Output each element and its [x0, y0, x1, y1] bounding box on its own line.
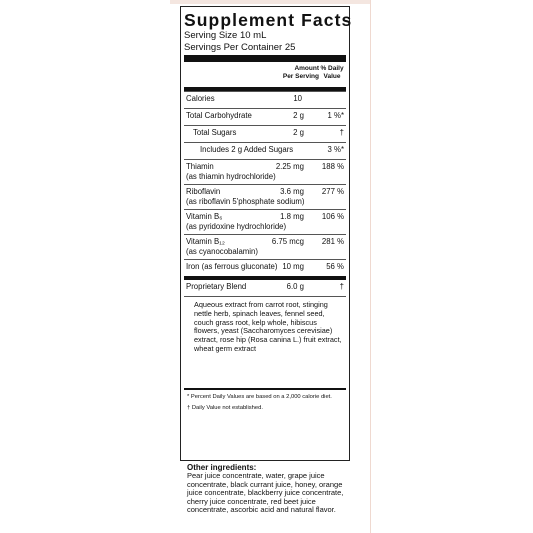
serving-size: Serving Size 10 mL	[184, 30, 267, 41]
servings-per-container: Servings Per Container 25	[184, 41, 296, 53]
column-dv-header: % Daily Value	[320, 65, 344, 80]
footnote-not-established: † Daily Value not established.	[187, 405, 263, 411]
panel-title: Supplement Facts	[184, 10, 353, 30]
column-amount-header: Amount Per Serving	[282, 65, 319, 80]
nutrient-row-riboflavin: Riboflavin (as riboflavin 5'phosphate sodium) 3.6 mg 277 %	[184, 184, 346, 209]
supplement-facts-panel	[180, 6, 353, 461]
page-edge	[170, 0, 370, 4]
other-ingredients-heading: Other ingredients:	[187, 463, 257, 472]
nutrient-row-proprietary-blend: Proprietary Blend 6.0 g †	[186, 282, 344, 291]
nutrient-row-added-sugars: Includes 2 g Added Sugars 3 %*	[184, 142, 346, 159]
nutrient-row-calories: Calories 10	[184, 91, 346, 108]
nutrient-row-carbohydrate: Total Carbohydrate 2 g 1 %*	[184, 108, 346, 125]
column-header	[184, 62, 346, 87]
footnote-daily-values: * Percent Daily Values are based on a 2,000 calorie diet.	[187, 394, 332, 400]
blend-ingredients: Aqueous extract from carrot root, stinging nettle herb, spinach leaves, fennel seed, couch grass root, kelp whole, hibiscus flowers, yeast (Saccharomyces cerevisiae) extract, rose hip (Rosa canina L.) fruit extract, wheat germ extract	[184, 296, 346, 388]
nutrient-row-thiamin: Thiamin (as thiamin hydrochloride) 2.25 mg 188 %	[184, 159, 346, 184]
nutrient-row-vitamin-b6: Vitamin B₆ (as pyridoxine hydrochloride) 1.8 mg 106 %	[184, 209, 346, 234]
other-ingredients-text: Pear juice concentrate, water, grape juice concentrate, black currant juice, honey, orange juice concentrate, blackberry juice concentrate, cherry juice concentrate, red beet juice concentrate, ascorbic acid and natural flavor.	[187, 471, 344, 515]
divider-thick	[184, 55, 346, 62]
footnotes	[184, 388, 346, 422]
nutrient-row-sugars: Total Sugars 2 g †	[184, 125, 346, 142]
nutrient-row-iron: Iron (as ferrous gluconate) 10 mg 56 %	[184, 259, 346, 276]
nutrient-row-vitamin-b12: Vitamin B₁₂ (as cyanocobalamin) 6.75 mcg 281 %	[184, 234, 346, 259]
page-divider	[370, 0, 371, 533]
other-ingredients	[187, 464, 347, 514]
